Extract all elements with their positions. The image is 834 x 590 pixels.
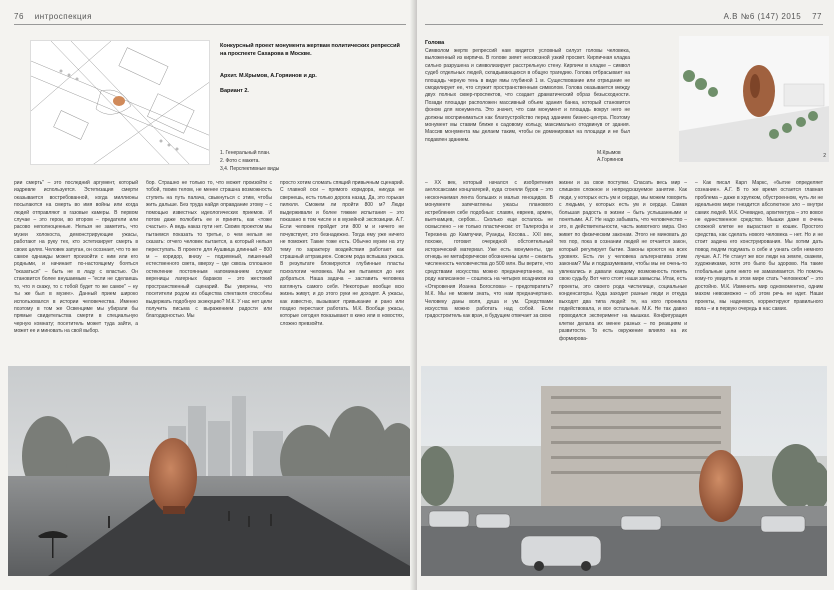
perspective-view-right [421, 366, 827, 576]
left-column-3: просто хотим сломать спящий привычным сценарий. С главной оси – прямого коридора, никуда не свернешь, есть только дорога назад. Да, это горькая пилюля. Сможем ли пройти 800 м? Люди выдерживали и более тяжкие испытания – это показано в том числе и в музейной экспозиции. А.Г. Если человек пройдет эти 800 м и ничего не почувствует, это безнадежно. Тогда ему уже ничего не поможет. Такие тоже есть. Обычно музеи на эту тему по характеру воздействия работают как страшный аттракцион. Совсем рода вспышка ужаса. В результате блокируются глубинные пласты психологии человека. Мы же пытаемся до них добраться. Наша задача – заставить человека взглянуть самого себя. Некоторые вообще всю жизнь живут, и до этого руки не доходят. А ужасы, как известно, вызывают привыкание и рано или поздно перестают работать. М.К. Вообще ужасы, которые сегодня показывают в кино или в новостях, сложно превзойти. [280, 180, 404, 327]
left-header-rule [14, 24, 406, 25]
left-folio-section: интроспекция [34, 12, 92, 21]
authors-signature [597, 150, 623, 164]
perspective-view-left [8, 366, 410, 576]
signature-line-1: М.Крымов [597, 150, 621, 156]
left-folio-number: 76 [14, 12, 24, 21]
perspective-render-left [8, 366, 410, 576]
plan-variant: Вариант 2. [220, 88, 249, 94]
figure-number-right-top: 2 [823, 153, 826, 159]
right-column-2: жизни и за свои поступки. Спасать весь мир – слишком сложное и непредсказуемое занятие. Как люди, у которых есть ум и сердце, мы можем говорить с людьми, у которых есть ум и сердце. Самая большая радость в жизни – быть услышанными и понятыми. А.Г. Не надо забывать, что человечество – это, в действительности, часть животного мира. Оно живет по физическим законам. Этого не миновать до тех пор, пока в сознании людей не отчается закон, который регулирует бытие. Законы кроются на всех уровнях. Есть ли у человека альтернатива этим законам? Мы и подразумеваем, чтобы мы не очень-то увлекались и давали каждому возможность понять свою судьбу. Вот чего стоят наши замыслы. Итак, есть проекты, это своего рода чистилище, социальные конденсаторы. Куда заходит разные люди и откуда выходят два типа людей: те, на кого проникла подействовала, и все остальные. М.К. Не так давно проводился эксперимент на мышках. Конфигурация клетки делала их менее разных – по реакциям и развитости. То есть окружение влияло на их формирова- [559, 180, 687, 342]
perspective-render-right [421, 366, 827, 576]
right-folio-magazine: А.В №6 (147) 2015 [723, 12, 802, 21]
right-column-1: – XX век, который начался с изобретения англосаксами концлагерей, куда сгоняли буров – это нескончаемая лента больших и малых геноцидов. В монументе запечатлены ужасы планового истребления себе подобных: славян, евреев, армян, вьетнамцев, сербов... Сколько еще осталось не осмыслено – не только пластически: от Талергофа и Терезина до Кампучии, Руанды, Косова... XXI век, похоже, готовит очередной обстоятельный исторический материал. Уже есть монументы, где отнюдь не метафорически обозначены цели – снизить численность человечества до 500 млн. Вы верите, что средствами искусства можно предначертанное, на роду написанное – сошлюсь на четырех всадников из «Откровения Иоанна Богослова» – предотвратить? М.К. Мы не можем знать, что нам предначертано. Человеку даны воля, душа и ум. Средствами искусства можно работать над собой. Если градостроитель как врач, в будущем отвечает за свою [425, 180, 553, 320]
left-column-1: рии смерть" – это последний аргумент, который издревле используется. Эстетизация смерти оказывается востребованной, когда миллионы посылаются на смерть во имя войны или когда людей отправляют в газовые камеры. В первом случае – это герои, во втором – предатели или расово неполноценные. Нельзя не заметить, что музеи холокоста, демонстрирующие ужасы, работают на руку тех, кто эстетизирует смерть в своих целях. Человек запуган, он осознает, что то же самое однажды может произойти с ним или его родными, и начинает по-настоящему бояться "оказаться" – быть не в ладу с властью. Он становится более внушаемым – "если не сделаешь то, что я скажу, то с тобой будет то же самое" – ну ты же был в музее». Данный прием широко использовался в истории человечества. Именно поэтому в том же Освенциме мы убирали бы прямые свидетельства смерти в специальную черную комнату; посетитель может туда зайти, а может ее и миновать на свой выбор. [14, 180, 138, 335]
right-header-rule [425, 24, 823, 25]
right-page [417, 0, 834, 590]
plan-lines [31, 41, 210, 165]
model-photo [679, 36, 829, 162]
caption-1: 1. Генеральный план. [220, 150, 271, 156]
model-photo-render [679, 36, 829, 162]
right-folio-number: 77 [812, 12, 822, 21]
head-section-text: Символом жертв репрессий нам видится условный силуэт головы человека, выложенный из кирпича. В голове зияет несквозной узкий просвет. Кирпичная кладка сильно разрушена и символизирует расстрельную стену. Кирпичи в кладке – символ судеб отдельных людей, складывающихся в общую трагедию. Голова отбрасывает на площадь черную тень в виде ямы глубиной 1 м. Существование или отрицание не смоделирует ее, что служит пространственным символом. Голова оказывается между двух полных сквер-проспектов, что создает драматический образ безысходности. Позади площади расположен массивный объем здания банка, который становится фоном для монумента. Это значит, что сам монумент и площадь вокруг него не должны восприниматься как благоустройство перед зданием бизнес-центра. Поэтому монумент мы ставим ближе к садовому кольцу, максимально отодвинув от здания. Массив монумента мы делаем таким, чтобы он доминировал на площади и не был подавлен зданием. [425, 48, 630, 143]
left-column-2: бор. Страшно не только то, что может произойти с тобой, твоим телом, не менее страшна возможность ступить на путь палача, свыкнуться с этим, чтобы жить дальше. Без труда найдя оправдание этому – с помощью известных идеологических приемов. И потом даже полюбить ее и принять, как «тоже счастье». А ведь наказ пути нет. Своим проектом мы пытаемся показать то третье, о чем нельзя не сказать: отчего человек пытается, а который нельзя переступать. В проекте для Аушвица длинный – 800 м – коридор, внизу – подземный, лишенный естественного света, вверху – где сквозь сплошное остекление постоянным напоминанием служат вереницы лагерных бараков – это жестокий пространственный сценарий. Вы уверены, что посетители родом из общества спектакля способны выдержать подобную экзекуцию? М.К. У нас нет цели получить письма с выражением радости или благодарностью. Мы [146, 180, 272, 320]
right-column-3: – Как писал Карл Маркс, «бытие определяет сознание». А.Г. В то же время остается главная проблема – даже в хрупком, обустроенном, чуть ли не идеальном мире гнездится абсолютное зло – внутри самих людей. М.К. Очевидно, архитектура – это вовсе не единственное средство. Мышки даже в очень сложной клетке не вырастают в кошек. Простого средства, как сделать нового человека – нет. Но и не стоит задача его конструирования. Мы хотим дать повод людям подумать о себе и узнать себя немного лучше. А.Г. Не станут же все люди на земле, скажем, художниками, хотя это было бы здорово. На такие глобальные цели никто не замахивается. Но помочь кому-то увидеть в этом мире стать "человеком" – это достойно. М.К. Изменить мир одномоментно, одним махом невозможно – об этом речь не идет. Наши проекты, мы надеемся, корректируют правильного вола – и в первую очередь в нас самих. [695, 180, 823, 312]
plan-title: Конкурсный проект монумента жертвам политических репрессий на проспекте Сахарова в Москве. [220, 43, 400, 57]
head-section-title: Голова [425, 40, 445, 46]
caption-2: 2. Фото с макета. [220, 158, 260, 164]
caption-3: 3,4. Перспективные виды [220, 166, 280, 172]
plan-authors: Архит. М.Крымов, А.Горяинов и др. [220, 73, 317, 79]
figure-captions [220, 149, 279, 173]
general-plan-drawing [30, 40, 210, 165]
signature-line-2: А.Горяинов [597, 157, 624, 163]
